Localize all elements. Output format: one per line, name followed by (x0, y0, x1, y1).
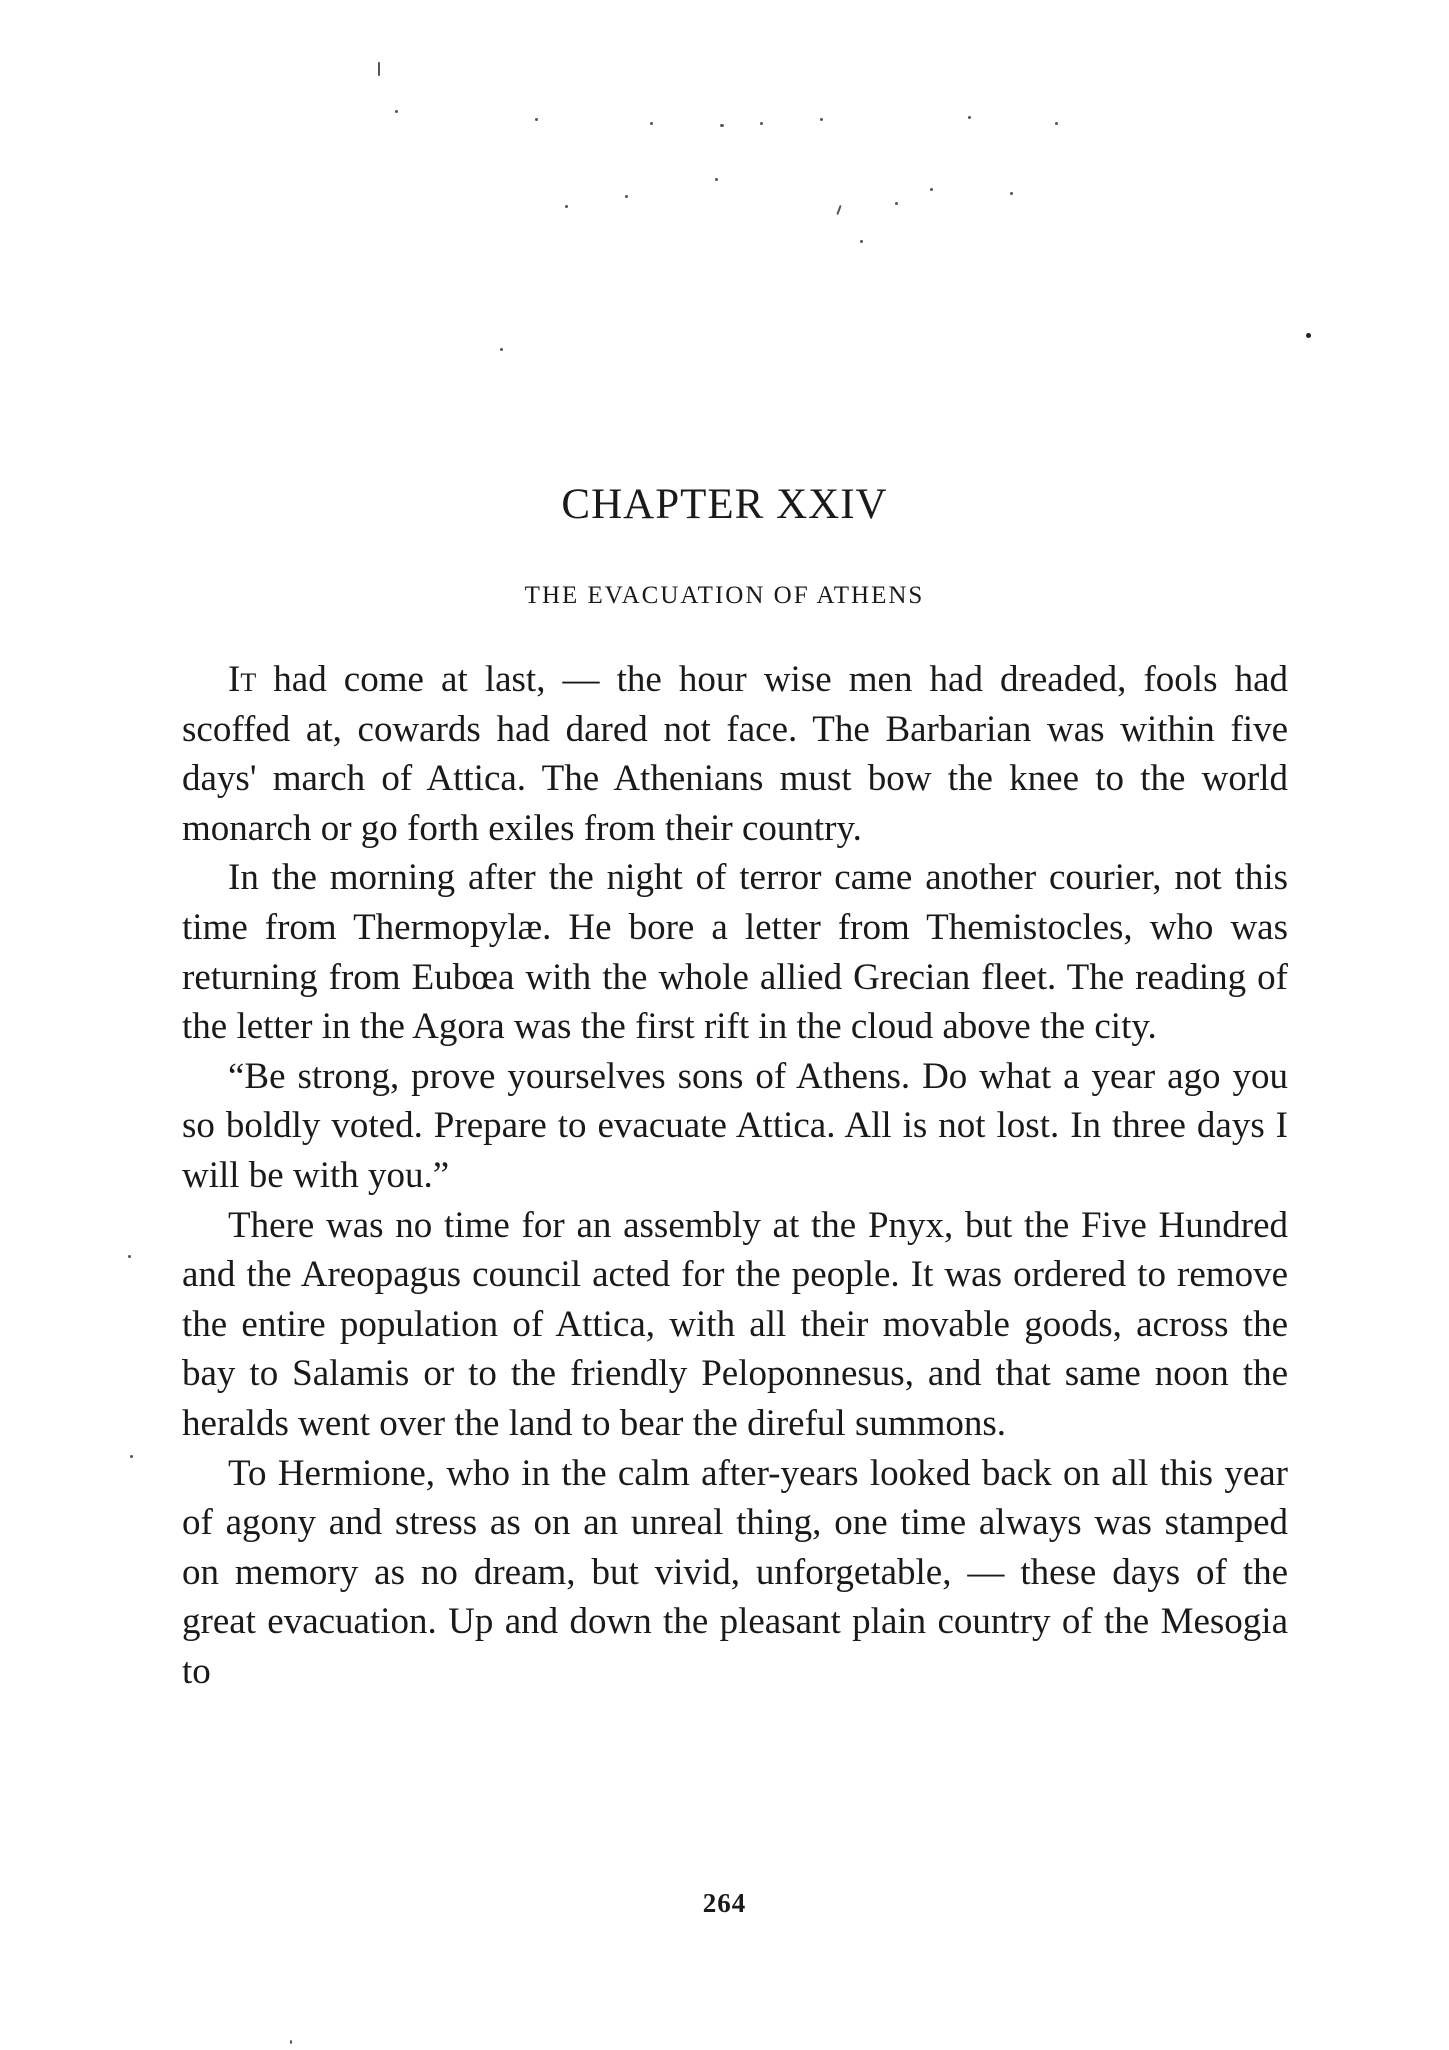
scan-speck (1010, 192, 1013, 195)
paragraph-text: had come at last, — the hour wise men had dreaded, fools had scoffed at, cowards had dared not face. The Barbarian was within five days' march of Attica. The Athenians must bow the knee to the world monarch or go forth exiles from their country. (182, 659, 1288, 849)
scan-speck (625, 195, 628, 198)
scan-speck (860, 240, 863, 243)
scan-speck (128, 1255, 131, 1258)
scan-speck (130, 1455, 133, 1458)
scan-speck (930, 188, 933, 191)
paragraph: There was no time for an assembly at the Pnyx, but the Five Hundred and the Areopagus council acted for the people. It was ordered to remove the entire population of Attica, with all their movable goods, across the bay to Salamis or to the friendly Peloponnesus, and that same noon the heralds went over the land to bear the direful summons. (182, 1204, 1288, 1444)
scan-speck (535, 118, 538, 121)
scan-speck (760, 122, 763, 125)
scan-speck (500, 348, 503, 351)
scan-speck (968, 116, 971, 119)
scan-speck (895, 202, 898, 205)
chapter-body (182, 655, 1288, 1696)
scan-speck (720, 124, 724, 127)
scan-speck (1306, 333, 1311, 338)
chapter-title: CHAPTER XXIV (561, 481, 888, 528)
paragraph: To Hermione, who in the calm after-years looked back on all this year of agony and stress as on an unreal thing, one time always was stamped on memory as no dream, but vivid, unforgetable, — these days of the great evacuation. Up and down the pleasant plain country of the Mesogia to (182, 1452, 1288, 1692)
scan-speck (820, 118, 823, 121)
scan-speck (650, 122, 653, 125)
scan-speck (836, 205, 841, 215)
chapter-subtitle: THE EVACUATION OF ATHENS (524, 582, 925, 609)
page-number: 264 (702, 1888, 747, 1918)
paragraph (182, 655, 1288, 853)
scan-speck (715, 178, 718, 181)
scan-speck (1055, 122, 1058, 125)
paragraph-lead-word: It (228, 659, 257, 700)
scan-speck (290, 2040, 292, 2044)
scan-speck (378, 62, 380, 76)
scan-speck (565, 205, 568, 208)
scan-speck (395, 110, 398, 113)
paragraph: “Be strong, prove yourselves sons of Athens. Do what a year ago you so boldly voted. Prepare to evacuate Attica. All is not lost. In three days I will be with you.” (182, 1055, 1288, 1196)
paragraph: In the morning after the night of terror came another courier, not this time from Thermopylæ. He bore a letter from Themistocles, who was returning from Eubœa with the whole allied Grecian fleet. The reading of the letter in the Agora was the first rift in the cloud above the city. (182, 857, 1288, 1048)
